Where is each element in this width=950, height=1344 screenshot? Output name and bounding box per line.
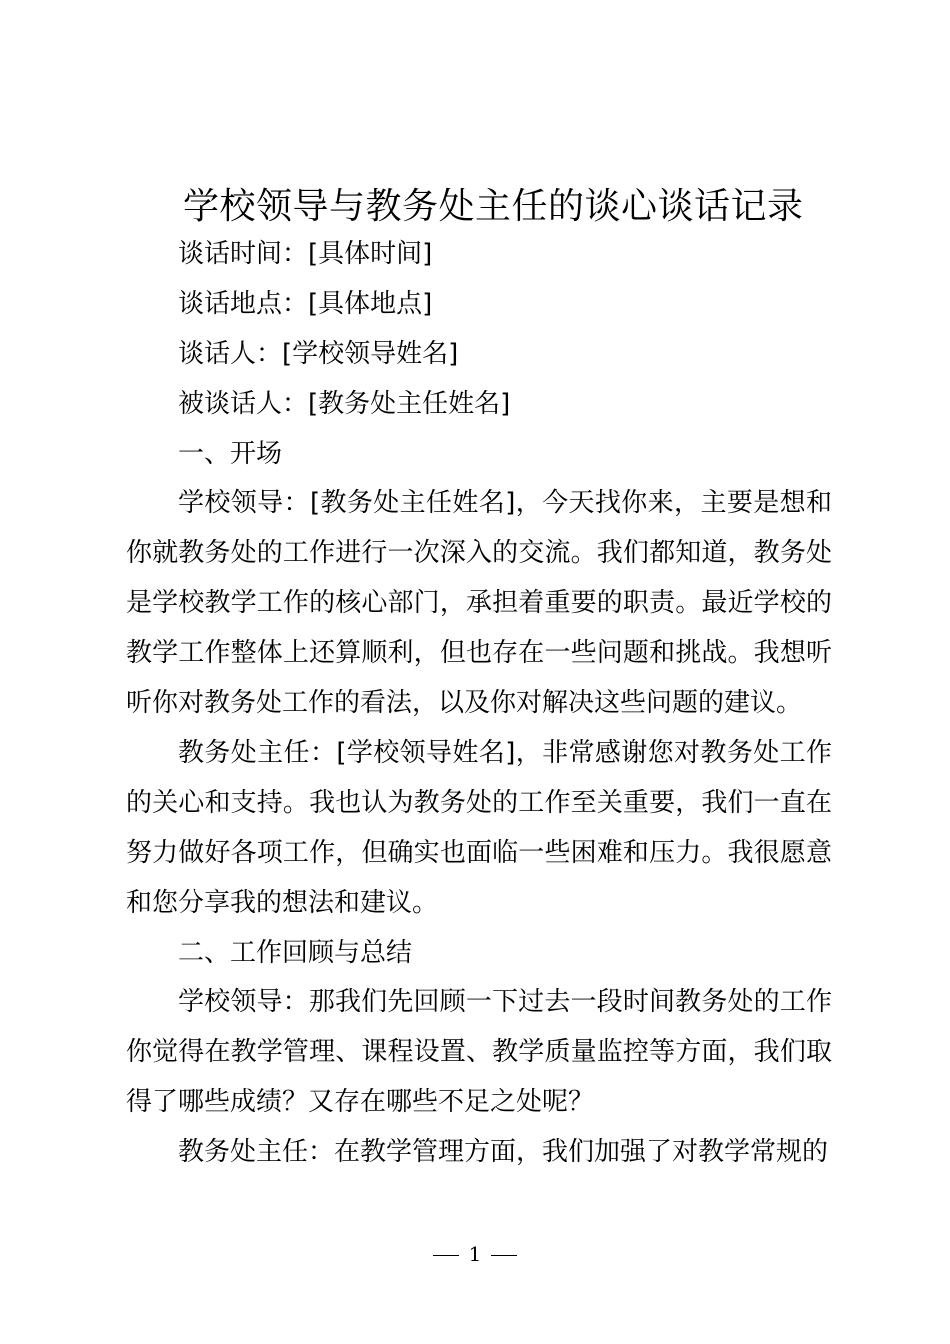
section-heading-opening: 一、开场 [178,439,283,469]
page-number: 1 [468,1242,482,1266]
paragraph-leader-review: 学校领导：那我们先回顾一下过去一段时间教务处的工作你觉得在教学管理、课程设置、教学质量监控等方面，我们取得了哪些成绩？又存在哪些不足之处呢？ [126,987,832,1117]
meta-talk-place: 谈话地点：[具体地点] [178,289,433,319]
paragraph-director-review: 教务处主任：在教学管理方面，我们加强了对教学常规的 [178,1137,829,1167]
footer-left-dash [433,1255,459,1256]
page-footer [0,1242,950,1266]
paragraph-director-reply: 教务处主任：[学校领导姓名]，非常感谢您对教务处工作的关心和支持。我也认为教务处的工作至关重要，我们一直在努力做好各项工作，但确实也面临一些困难和压力。我很愿意和您分享我的想法和建议。 [126,738,832,918]
meta-listener: 被谈话人：[教务处主任姓名] [178,389,511,419]
meta-talk-time: 谈话时间：[具体时间] [178,239,433,269]
section-heading-review: 二、工作回顾与总结 [178,938,413,968]
meta-speaker: 谈话人：[学校领导姓名] [178,339,459,369]
document-title: 学校领导与教务处主任的谈心谈话记录 [183,186,804,227]
footer-right-dash [491,1255,517,1256]
paragraph-leader-opening: 学校领导：[教务处主任姓名]，今天找你来，主要是想和你就教务处的工作进行一次深入的交流。我们都知道，教务处是学校教学工作的核心部门，承担着重要的职责。最近学校的教学工作整体上还算顺利，但也存在一些问题和挑战。我想听听你对教务处工作的看法，以及你对解决这些问题的建议。 [126,488,832,718]
